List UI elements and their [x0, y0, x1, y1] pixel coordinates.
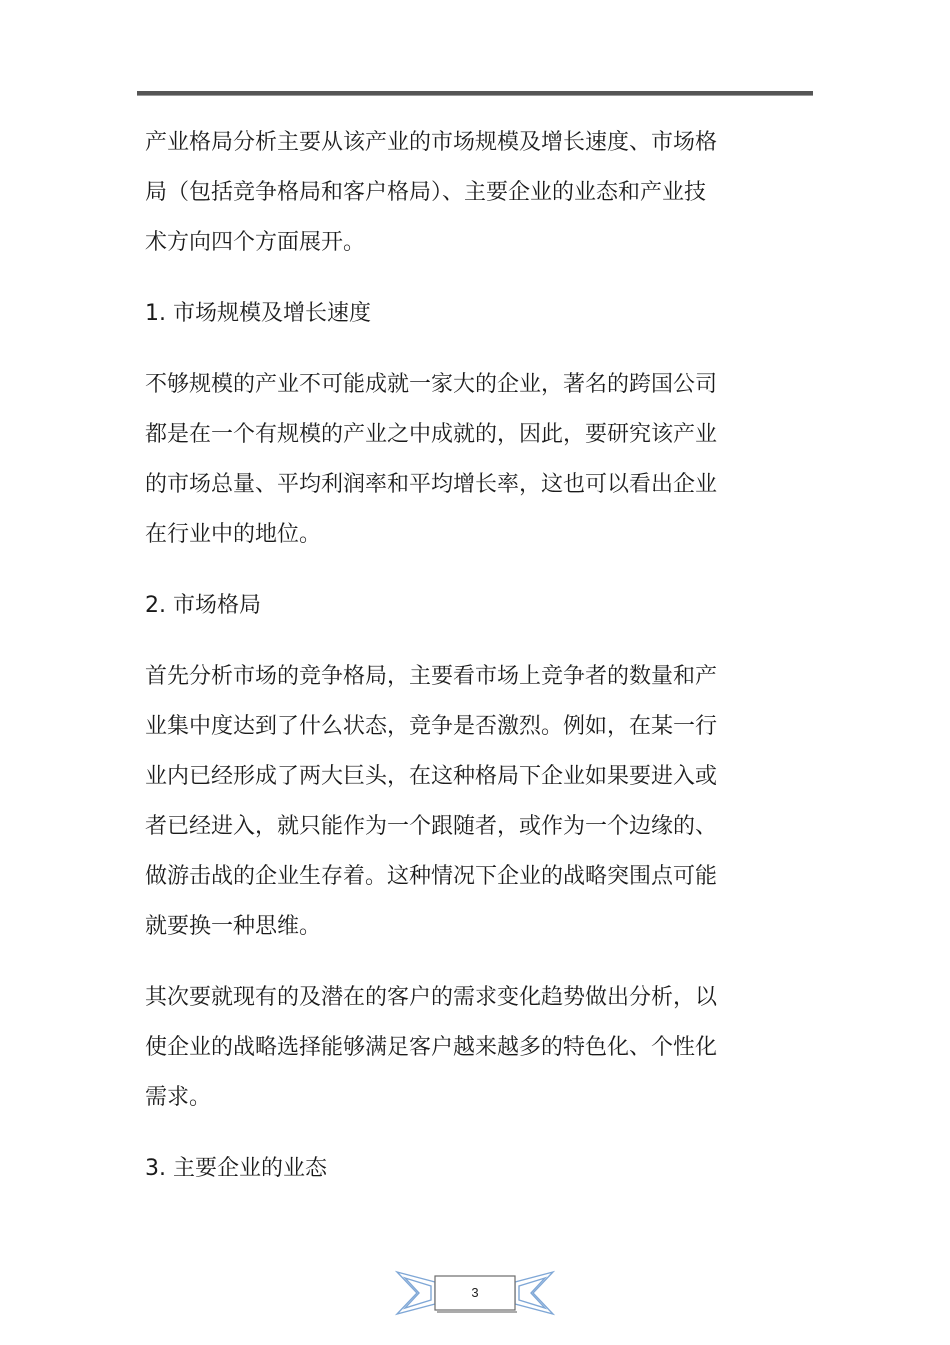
page-number: 3 — [471, 1285, 479, 1300]
paragraph-customers — [145, 973, 745, 1123]
text-line: 者已经进入，就只能作为一个跟随者，或作为一个边缘的、 — [145, 814, 718, 839]
text-line: 不够规模的产业不可能成就一家大的企业，著名的跨国公司 — [145, 372, 718, 397]
text-line: 业集中度达到了什么状态，竞争是否激烈。例如，在某一行 — [145, 714, 718, 739]
text-line: 局（包括竞争格局和客户格局）、主要企业的业态和产业技 — [145, 180, 707, 205]
section-heading-3: 3. 主要企业的业态 — [145, 1156, 327, 1181]
text-line: 就要换一种思维。 — [145, 914, 322, 939]
section-heading-1: 1. 市场规模及增长速度 — [145, 301, 371, 326]
text-line: 术方向四个方面展开。 — [145, 230, 366, 255]
text-line: 需求。 — [145, 1085, 212, 1110]
text-line: 的市场总量、平均利润率和平均增长率，这也可以看出企业 — [145, 472, 718, 497]
header-rule — [137, 91, 813, 96]
text-line: 首先分析市场的竞争格局，主要看市场上竞争者的数量和产 — [145, 664, 718, 689]
paragraph-market-size — [145, 360, 745, 560]
text-line: 做游击战的企业生存着。这种情况下企业的战略突围点可能 — [145, 864, 718, 889]
paragraph-competition — [145, 652, 745, 952]
page-footer — [395, 1268, 555, 1318]
text-line: 其次要就现有的及潜在的客户的需求变化趋势做出分析，以 — [145, 985, 718, 1010]
text-line: 产业格局分析主要从该产业的市场规模及增长速度、市场格 — [145, 130, 718, 155]
document-body — [145, 118, 745, 1194]
text-line: 使企业的战略选择能够满足客户越来越多的特色化、个性化 — [145, 1035, 718, 1060]
text-line: 都是在一个有规模的产业之中成就的，因此，要研究该产业 — [145, 422, 718, 447]
text-line: 在行业中的地位。 — [145, 522, 322, 547]
text-line: 业内已经形成了两大巨头，在这种格局下企业如果要进入或 — [145, 764, 718, 789]
paragraph-intro — [145, 118, 745, 268]
section-heading-2: 2. 市场格局 — [145, 593, 261, 618]
